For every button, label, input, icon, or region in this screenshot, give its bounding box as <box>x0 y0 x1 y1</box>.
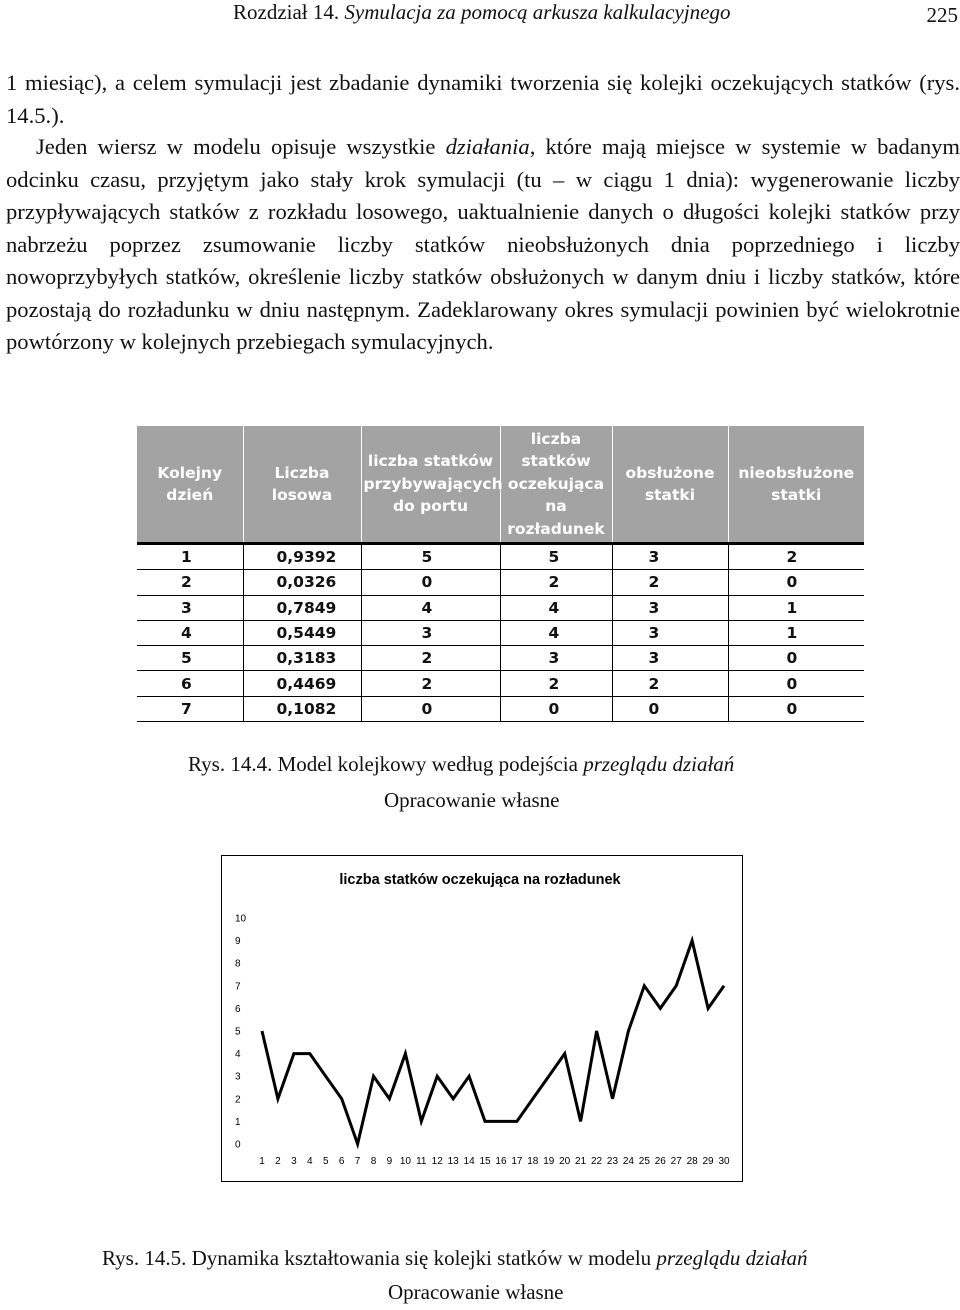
table-header-row <box>137 426 864 544</box>
x-tick-label: 1 <box>259 1156 265 1167</box>
x-tick-label: 28 <box>686 1156 698 1167</box>
table-cell: 0,3183 <box>243 646 361 671</box>
table-row <box>137 620 864 645</box>
x-tick-label: 9 <box>386 1156 393 1167</box>
table-row <box>137 646 864 671</box>
x-tick-label: 24 <box>622 1156 634 1167</box>
simulation-table <box>137 426 864 722</box>
x-tick-label: 22 <box>590 1156 603 1167</box>
table-cell: 3 <box>500 646 612 671</box>
table-cell: 3 <box>612 646 728 671</box>
table-cell: 0,5449 <box>243 620 361 645</box>
x-tick-label: 15 <box>479 1156 491 1167</box>
y-tick-label: 7 <box>235 981 241 993</box>
x-tick-label: 8 <box>370 1156 377 1167</box>
header-waiting: liczba statków oczekująca na rozładunek <box>500 426 612 544</box>
x-tick-label: 2 <box>275 1156 281 1167</box>
table-cell: 0 <box>612 696 728 721</box>
y-tick-label: 6 <box>235 1003 241 1015</box>
x-tick-label: 30 <box>718 1156 730 1167</box>
table-cell: 0 <box>728 696 864 721</box>
header-day: Kolejny dzień <box>137 426 243 544</box>
x-tick-label: 16 <box>495 1156 507 1167</box>
table-cell: 0,9392 <box>243 544 361 570</box>
x-tick-label: 27 <box>670 1156 682 1167</box>
table-cell: 4 <box>500 595 612 620</box>
x-tick-label: 10 <box>399 1156 411 1167</box>
x-tick-label: 4 <box>307 1156 313 1167</box>
table-cell: 2 <box>500 671 612 696</box>
table-cell: 3 <box>612 544 728 570</box>
header-random: Liczba losowa <box>243 426 361 544</box>
x-tick-label: 12 <box>431 1156 443 1167</box>
table-cell: 7 <box>137 696 243 721</box>
paragraph-2-after: , które mają miejsce w systemie w badanym odcinku czasu, przyjętym jako stały krok symulacji (tu – w ciągu 1 dnia): wygenerowanie liczby przypływających statków z rozkładu losowego, uaktualnienie danych o długości kolejki statków przy nabrzeżu poprzez zsumowanie liczby statków nieobsłużonych dnia poprzedniego i liczby nowoprzybyłych statków, określenie liczby statków obsłużonych w danym dniu i liczby statków, które pozostają do rozładunku w dniu następnym. Zadeklarowany okres symulacji powinien być wielokrotnie powtórzony w kolejnych przebiegach symulacyjnych. <box>6 134 960 354</box>
x-tick-label: 20 <box>559 1156 571 1167</box>
x-tick-label: 13 <box>447 1156 459 1167</box>
x-tick-label: 25 <box>638 1156 650 1167</box>
table-cell: 1 <box>728 620 864 645</box>
table-cell: 2 <box>728 544 864 570</box>
chapter-label: Rozdział 14. <box>233 0 340 24</box>
y-tick-label: 3 <box>235 1071 241 1083</box>
paragraph-2-emphasis: działania <box>445 134 530 159</box>
table-cell: 4 <box>500 620 612 645</box>
table-cell: 2 <box>361 646 500 671</box>
table-cell: 0 <box>361 570 500 595</box>
figure-2-caption-text: Rys. 14.5. Dynamika kształtowania się kolejki statków w modelu <box>102 1246 657 1270</box>
table-row <box>137 544 864 570</box>
x-tick-label: 18 <box>527 1156 539 1167</box>
table-cell: 0 <box>728 646 864 671</box>
x-tick-label: 11 <box>416 1156 427 1167</box>
header-served: obsłużone statki <box>612 426 728 544</box>
table-cell: 4 <box>137 620 243 645</box>
table-cell: 0 <box>361 696 500 721</box>
chart-title: liczba statków oczekująca na rozładunek <box>339 872 621 888</box>
table-row <box>137 595 864 620</box>
figure-2-caption-emphasis: przeglądu działań <box>656 1246 808 1270</box>
table-row <box>137 671 864 696</box>
table-cell: 0,4469 <box>243 671 361 696</box>
header-unserved: nieobsłużone statki <box>728 426 864 544</box>
paragraph-1 <box>6 67 960 132</box>
table-cell: 5 <box>361 544 500 570</box>
y-tick-label: 5 <box>235 1026 241 1038</box>
table-cell: 0,1082 <box>243 696 361 721</box>
x-tick-label: 6 <box>338 1156 345 1167</box>
y-tick-label: 1 <box>235 1116 241 1128</box>
header-arriving: liczba statków przybywających do portu <box>361 426 500 544</box>
figure-1-caption <box>188 752 734 777</box>
table-cell: 2 <box>612 671 728 696</box>
x-tick-label: 5 <box>322 1156 329 1167</box>
chapter-title: Symulacja za pomocą arkusza kalkulacyjnego <box>344 0 731 24</box>
x-tick-label: 26 <box>654 1156 666 1167</box>
figure-2-caption <box>102 1246 808 1271</box>
running-head <box>233 0 730 25</box>
table-cell: 3 <box>361 620 500 645</box>
table-cell: 0,0326 <box>243 570 361 595</box>
table-cell: 1 <box>728 595 864 620</box>
table-row <box>137 570 864 595</box>
table-cell: 2 <box>137 570 243 595</box>
y-axis-ticks <box>235 914 247 1151</box>
table-cell: 3 <box>612 620 728 645</box>
x-tick-label: 17 <box>511 1156 523 1167</box>
paragraph-1-text: 1 miesiąc), a celem symulacji jest zbadanie dynamiki tworzenia się kolejki oczekujących statków (rys. 14.5.). <box>6 70 960 128</box>
x-tick-label: 7 <box>354 1156 361 1167</box>
table-cell: 0,7849 <box>243 595 361 620</box>
paragraph-2 <box>6 131 960 359</box>
y-tick-label: 2 <box>235 1094 241 1106</box>
table-cell: 5 <box>137 646 243 671</box>
table-cell: 0 <box>728 570 864 595</box>
table-cell: 2 <box>612 570 728 595</box>
table-cell: 3 <box>137 595 243 620</box>
x-tick-label: 29 <box>702 1156 714 1167</box>
table-cell: 6 <box>137 671 243 696</box>
figure-1-caption-emphasis: przeglądu działań <box>583 752 735 776</box>
table-cell: 1 <box>137 544 243 570</box>
table-cell: 0 <box>500 696 612 721</box>
queue-line-chart <box>221 855 743 1182</box>
table-cell: 4 <box>361 595 500 620</box>
x-tick-label: 21 <box>575 1156 587 1167</box>
chart-svg <box>222 856 742 1181</box>
table-row <box>137 696 864 721</box>
x-tick-label: 23 <box>606 1156 619 1167</box>
table-cell: 2 <box>500 570 612 595</box>
y-tick-label: 8 <box>235 958 241 970</box>
figure-2-source: Opracowanie własne <box>388 1280 564 1304</box>
y-tick-label: 4 <box>235 1049 241 1061</box>
x-tick-label: 19 <box>543 1156 555 1167</box>
y-tick-label: 10 <box>235 913 247 925</box>
x-tick-label: 14 <box>463 1156 475 1167</box>
table-cell: 0 <box>728 671 864 696</box>
y-tick-label: 9 <box>235 936 241 948</box>
paragraph-2-before: Jeden wiersz w modelu opisuje wszystkie <box>36 134 446 159</box>
series-line <box>262 941 724 1144</box>
y-tick-label: 0 <box>235 1139 241 1151</box>
table-cell: 3 <box>612 595 728 620</box>
figure-1-caption-text: Rys. 14.4. Model kolejkowy według podejścia <box>188 752 584 776</box>
x-axis-ticks <box>259 1156 730 1167</box>
page-number: 225 <box>926 3 958 27</box>
table-cell: 5 <box>500 544 612 570</box>
x-tick-label: 3 <box>291 1156 297 1167</box>
figure-1-source: Opracowanie własne <box>384 788 560 812</box>
table-cell: 2 <box>361 671 500 696</box>
